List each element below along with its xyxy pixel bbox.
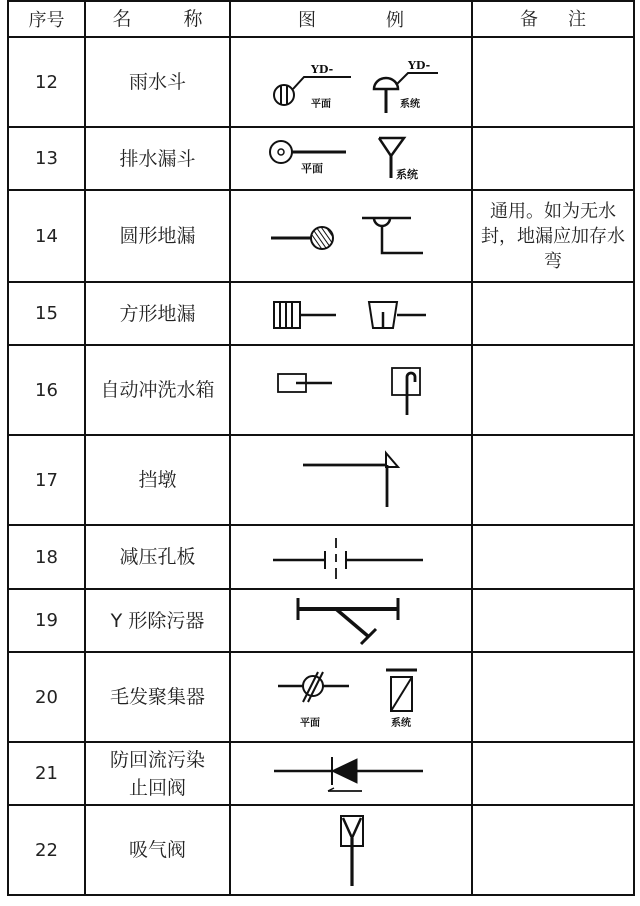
row-number: 13 [8, 127, 85, 190]
y-strainer-icon [236, 593, 466, 649]
figure-cell [230, 127, 472, 190]
note-cell [472, 805, 634, 895]
item-name: 吸气阀 [85, 805, 230, 895]
svg-text:系统: 系统 [391, 718, 411, 729]
item-name: 自动冲洗水箱 [85, 345, 230, 435]
note-cell [472, 652, 634, 742]
table-row [8, 742, 634, 805]
row-number: 21 [8, 742, 85, 805]
figure-cell [230, 525, 472, 589]
square-floor-drain-icon [236, 294, 466, 334]
drain-funnel-icon [236, 134, 466, 184]
figure-cell [230, 190, 472, 282]
hair-collector-icon [236, 662, 466, 732]
row-number: 15 [8, 282, 85, 345]
auto-flush-tank-icon [236, 360, 466, 420]
row-number: 19 [8, 589, 85, 652]
header-figure: 图 例 [230, 1, 472, 37]
legend-table [7, 0, 635, 896]
item-name: 防回流污染止回阀 [85, 742, 230, 805]
table-row [8, 589, 634, 652]
svg-text:YD-: YD- [311, 63, 334, 76]
item-name: 挡墩 [85, 435, 230, 525]
row-number: 22 [8, 805, 85, 895]
note-cell [472, 345, 634, 435]
item-name: 排水漏斗 [85, 127, 230, 190]
air-admittance-valve-icon [236, 810, 466, 890]
table-row [8, 282, 634, 345]
table-row [8, 345, 634, 435]
figure-cell [230, 652, 472, 742]
table-row [8, 37, 634, 127]
thrust-block-icon [236, 445, 466, 515]
figure-cell [230, 435, 472, 525]
item-name: 圆形地漏 [85, 190, 230, 282]
svg-text:YD-: YD- [408, 59, 431, 72]
item-name: Y 形除污器 [85, 589, 230, 652]
table-row [8, 525, 634, 589]
round-floor-drain-icon [236, 211, 466, 261]
figure-cell [230, 805, 472, 895]
note-cell [472, 525, 634, 589]
figure-cell [230, 282, 472, 345]
svg-text:平面: 平面 [300, 718, 320, 729]
figure-cell [230, 589, 472, 652]
row-number: 14 [8, 190, 85, 282]
table-row [8, 190, 634, 282]
svg-text:系统: 系统 [400, 99, 420, 110]
note-cell [472, 589, 634, 652]
row-number: 20 [8, 652, 85, 742]
note-cell [472, 37, 634, 127]
row-number: 18 [8, 525, 85, 589]
note-cell [472, 742, 634, 805]
header-note: 备 注 [472, 1, 634, 37]
note-cell [472, 282, 634, 345]
note-cell: 通用。如为无水封，地漏应加存水弯 [472, 190, 634, 282]
table-row [8, 127, 634, 190]
svg-text:系统: 系统 [396, 167, 418, 181]
item-name: 雨水斗 [85, 37, 230, 127]
row-number: 16 [8, 345, 85, 435]
item-name: 方形地漏 [85, 282, 230, 345]
figure-cell [230, 345, 472, 435]
row-number: 12 [8, 37, 85, 127]
table-row [8, 435, 634, 525]
backflow-preventer-icon [236, 749, 466, 799]
note-cell [472, 435, 634, 525]
item-name: 减压孔板 [85, 525, 230, 589]
pressure-reducing-orifice-icon [236, 532, 466, 582]
svg-text:平面: 平面 [311, 99, 331, 110]
table-row [8, 652, 634, 742]
roof-drain-icon [236, 47, 466, 117]
header-row [8, 1, 634, 37]
header-name: 名 称 [85, 1, 230, 37]
note-cell [472, 127, 634, 190]
item-name: 毛发聚集器 [85, 652, 230, 742]
table-row [8, 805, 634, 895]
svg-text:平面: 平面 [301, 161, 323, 175]
figure-cell [230, 37, 472, 127]
figure-cell [230, 742, 472, 805]
row-number: 17 [8, 435, 85, 525]
header-no: 序号 [8, 1, 85, 37]
